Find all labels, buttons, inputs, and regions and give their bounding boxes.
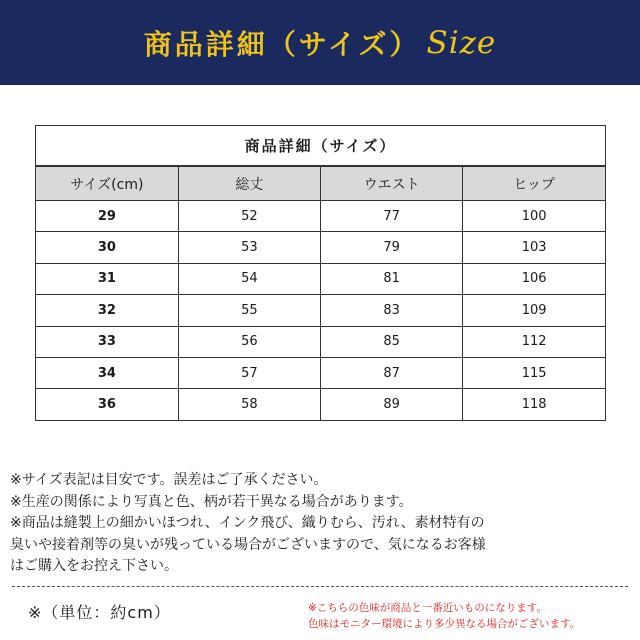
cell-waist: 87 [321,357,463,388]
color-warning [308,600,580,632]
cell-size: 29 [36,201,178,232]
cell-hip: 109 [463,295,605,326]
banner-title: 商品詳細（サイズ） [143,27,421,61]
cell-waist: 81 [321,263,463,294]
cell-waist: 79 [321,232,463,263]
table-row [36,389,605,420]
size-table [35,125,606,421]
cell-length: 52 [178,201,320,232]
notes-block [10,470,635,578]
cell-waist: 83 [321,295,463,326]
note-line: ※商品は縫製上の細かいほつれ、インク飛び、織りむら、汚れ、素材特有の [10,515,485,531]
table-row [36,232,605,263]
table-row [36,201,605,232]
cell-length: 58 [178,389,320,420]
table-row [36,326,605,357]
cell-hip: 112 [463,326,605,357]
size-grid [36,166,605,420]
note-line: ※サイズ表記は目安です。誤差はご了承ください。 [10,472,328,488]
table-row [36,263,605,294]
cell-size: 30 [36,232,178,263]
dashed-divider [12,586,628,587]
table-row [36,295,605,326]
warning-line: 色味はモニター環境により多少異なる場合がございます。 [308,618,581,630]
cell-hip: 100 [463,201,605,232]
note-line: ※生産の関係により写真と色、柄が若干異なる場合があります。 [10,493,413,510]
header-length: 総丈 [178,167,320,201]
cell-size: 34 [36,357,178,388]
warning-line: ※こちらの色味が商品と一番近いものになります。 [308,602,547,614]
cell-hip: 103 [463,232,605,263]
cell-length: 53 [178,232,320,263]
cell-waist: 89 [321,389,463,420]
table-caption: 商品詳細（サイズ） [36,126,605,166]
cell-waist: 77 [321,201,463,232]
header-hip: ヒップ [463,167,605,201]
table-header-row [36,167,605,201]
cell-length: 56 [178,326,320,357]
cell-size: 33 [36,326,178,357]
note-line: はご購入をお控え下さい。 [10,558,178,574]
cell-waist: 85 [321,326,463,357]
cell-size: 36 [36,389,178,420]
cell-length: 55 [178,295,320,326]
table-row [36,357,605,388]
note-line: 臭いや接着剤等の臭いが残っている場合がございますので、気になるお客様 [10,536,486,553]
cell-size: 31 [36,263,178,294]
cell-length: 54 [178,263,320,294]
cell-size: 32 [36,295,178,326]
header-waist: ウエスト [321,167,463,201]
title-banner [0,0,640,85]
cell-hip: 115 [463,357,605,388]
unit-label: ※（単位：約cm） [28,603,171,622]
cell-hip: 106 [463,263,605,294]
banner-script-title: Size [426,24,497,61]
header-size: サイズ(cm) [36,167,178,201]
cell-hip: 118 [463,389,605,420]
cell-length: 57 [178,357,320,388]
